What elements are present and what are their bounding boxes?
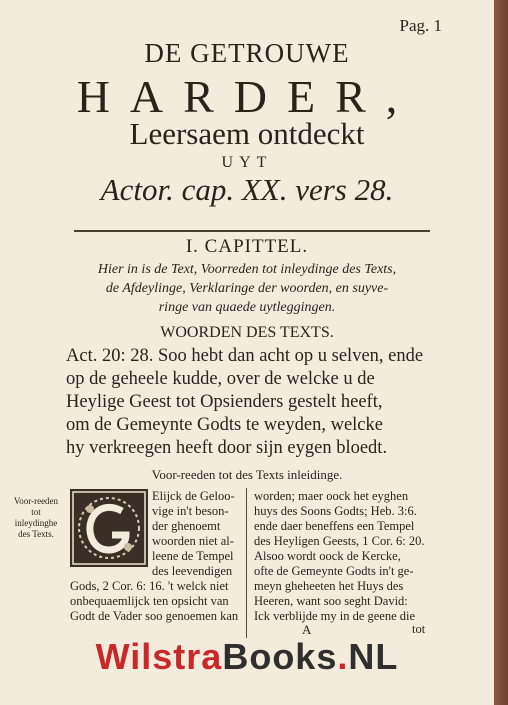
title-line-4: UYT [221, 154, 273, 171]
right-col-line: huys des Soons Godts; Heb. 3:6. [254, 504, 417, 518]
right-col-line: ende daer beneffens een Tempel [254, 519, 415, 533]
signature-mark: A [302, 622, 312, 637]
left-col-line: der ghenoemt [152, 519, 221, 533]
text-line: hy verkreegen heeft door sijn eygen bloedt. [66, 438, 388, 458]
left-col-line: des leevendigen [152, 564, 233, 578]
section-heading: Voor-reeden tot des Texts inleidinge. [151, 467, 343, 482]
margin-note: Voor-reeden tot inleydinghe des Texts. [13, 496, 59, 539]
watermark-books: Books [222, 636, 338, 677]
left-col-line: Elijck de Geloo- [152, 489, 235, 503]
right-col-line: worden; maer oock het eyghen [254, 489, 409, 503]
chapter-heading: I. CAPITTEL. [185, 236, 309, 257]
title-line-1: DE GETROUWE [144, 38, 350, 68]
chapter-summary-line: de Afdeylinge, Verklaringe der woorden, en suyve- [105, 281, 389, 296]
page-number: Pag. 1 [399, 16, 442, 35]
left-col-line: onbequaemlijck ten opsicht van [70, 594, 229, 608]
left-col-line: Godt de Vader soo genoemen kan [70, 609, 239, 623]
divider-rule [74, 230, 430, 232]
title-line-2: HARDER, [76, 71, 418, 122]
text-line: om de Gemeynte Godts te weyden, welcke [66, 415, 383, 435]
watermark-first-letter: Wilstra [95, 636, 223, 677]
right-col-line: Heeren, want soo seght David: [254, 594, 408, 608]
column-divider [246, 488, 247, 638]
chapter-summary-line: ringe van quaede uytleggingen. [158, 300, 336, 315]
right-col-line: Alsoo wordt oock de Kercke, [254, 549, 401, 563]
right-col-line: Ick verblijde my in de geene die [254, 609, 416, 623]
right-col-line: meyn gheheeten het Huys des [254, 579, 404, 593]
left-col-line: woorden niet al- [152, 534, 234, 548]
chapter-summary-line: Hier in is de Text, Voorreden tot inleydinge des Texts, [97, 262, 397, 277]
decorated-initial-icon [70, 489, 148, 567]
left-col-line: leene de Tempel [152, 549, 234, 563]
right-col-line: ofte de Gemeynte Godts in't ge- [254, 564, 414, 578]
left-col-line: Gods, 2 Cor. 6: 16. 't welck niet [70, 579, 229, 593]
text-line: Heylige Geest tot Opsienders gestelt heeft, [66, 392, 383, 412]
text-line: op de geheele kudde, over de welcke u de [66, 369, 375, 389]
right-col-line: des Heyligen Geests, 1 Cor. 6: 20. [254, 534, 425, 548]
book-edge [494, 0, 508, 705]
title-line-3: Leersaem ontdeckt [129, 116, 365, 151]
text-line: Act. 20: 28. Soo hebt dan acht op u selven, ende [66, 346, 424, 366]
watermark-dot: . [337, 636, 349, 677]
watermark-tld: NL [348, 636, 399, 677]
woorden-heading: WOORDEN DES TEXTS. [160, 324, 334, 341]
catchword: tot [412, 622, 426, 636]
left-col-line: vige in't beson- [152, 504, 229, 518]
title-line-5: Actor. cap. XX. vers 28. [100, 172, 394, 207]
watermark-logo [0, 636, 494, 678]
